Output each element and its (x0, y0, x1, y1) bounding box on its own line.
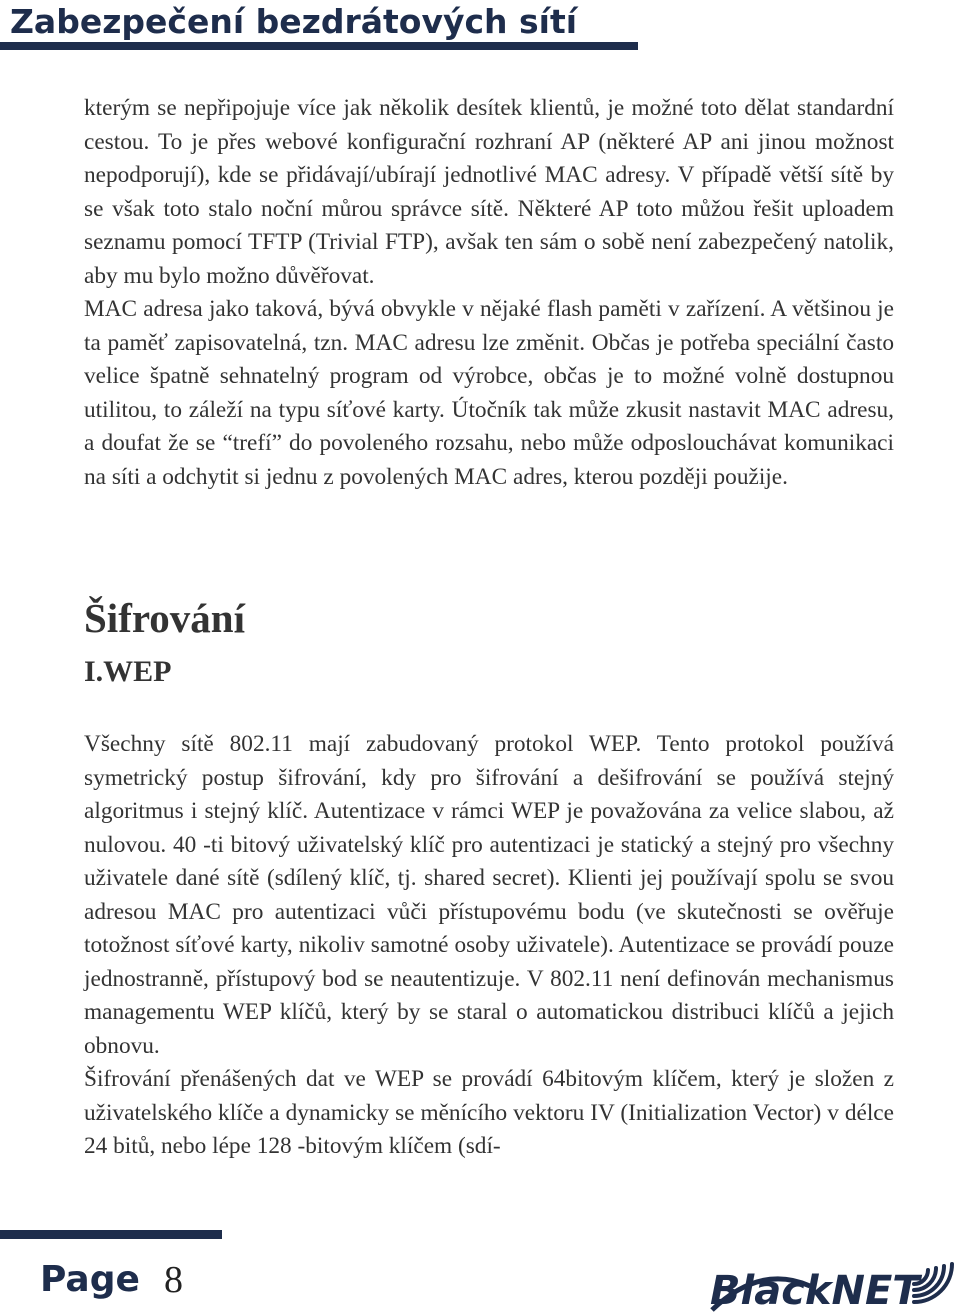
body-text-block-1 (84, 92, 894, 494)
paragraph: MAC adresa jako taková, bývá obvykle v nějaké flash paměti v zařízení. A většinou je ta paměť zapisovatelná, tzn. MAC adresu lze změnit. Občas je potřeba speciální často velice špatně sehnatelný program od výrobce, občas je to možné volně dostupnou utilitou, to záleží na typu síťové karty. Útočník tak může zkusit nastavit MAC adresu, a doufat že se “trefí” do povoleného rozsahu, nebo může odposlouchávat komunikaci na síti a odchytit si jednu z povolených MAC adres, kterou později použije. (84, 296, 894, 490)
section-heading: Šifrování (84, 595, 245, 641)
header-title: Zabezpečení bezdrátových sítí (10, 2, 578, 41)
paragraph: Šifrování přenášených dat ve WEP se provádí 64bitovým klíčem, který je složen z uživatelského klíče a dynamicky se měnícího vektoru IV (Initialization Vector) v délce 24 bitů, nebo lépe 128 -bitovým klíčem (sdí- (84, 1066, 894, 1159)
sub-heading: I.WEP (84, 655, 172, 688)
footer-rule (0, 1230, 222, 1239)
blacknet-logo (700, 1224, 958, 1312)
header-rule (0, 42, 638, 50)
paragraph: kterým se nepřipojuje více jak několik desítek klientů, je možné toto dělat standardní cestou. To je přes webové konfigurační rozhraní AP (některé AP ani jinou možnost nepodporují), kde se přidávají/ubírají jednotlivé MAC adresy. V případě větší sítě by se však toto stalo noční můrou správce sítě. Některé AP toto můžou řešit uploadem seznamu pomocí TFTP (Trivial FTP), avšak ten sám o sobě není zabezpečený natolik, aby mu bylo možno důvěřovat. (84, 95, 894, 289)
logo-wordmark: BlackNET (710, 1268, 920, 1312)
wifi-icon (914, 1264, 952, 1302)
page-label: Page (40, 1259, 140, 1300)
paragraph: Všechny sítě 802.11 mají zabudovaný protokol WEP. Tento protokol používá symetrický postup šifrování, kdy pro šifrování a dešifrování se používá stejný algoritmus i stejný klíč. Autentizace v rámci WEP je považována za velice slabou, až nulovou. 40 -ti bitový uživatelský klíč pro autentizaci je statický a stejný pro všechny uživatele dané sítě (sdílený klíč, tj. shared secret). Klienti jej používají spolu se svou adresou MAC pro autentizaci vůči přístupovému bodu (ve skutečnosti se ověřuje totožnost síťové karty, nikoliv samotné osoby uživatele). Autentizace se provádí pouze jednostranně, přístupový bod se neautentizuje. V 802.11 není definován mechanismus managementu WEP klíčů, který by se staral o automatickou distribuci klíčů a jejich obnovu. (84, 731, 894, 1059)
page-number: 8 (164, 1259, 183, 1301)
body-text-block-2 (84, 728, 894, 1164)
